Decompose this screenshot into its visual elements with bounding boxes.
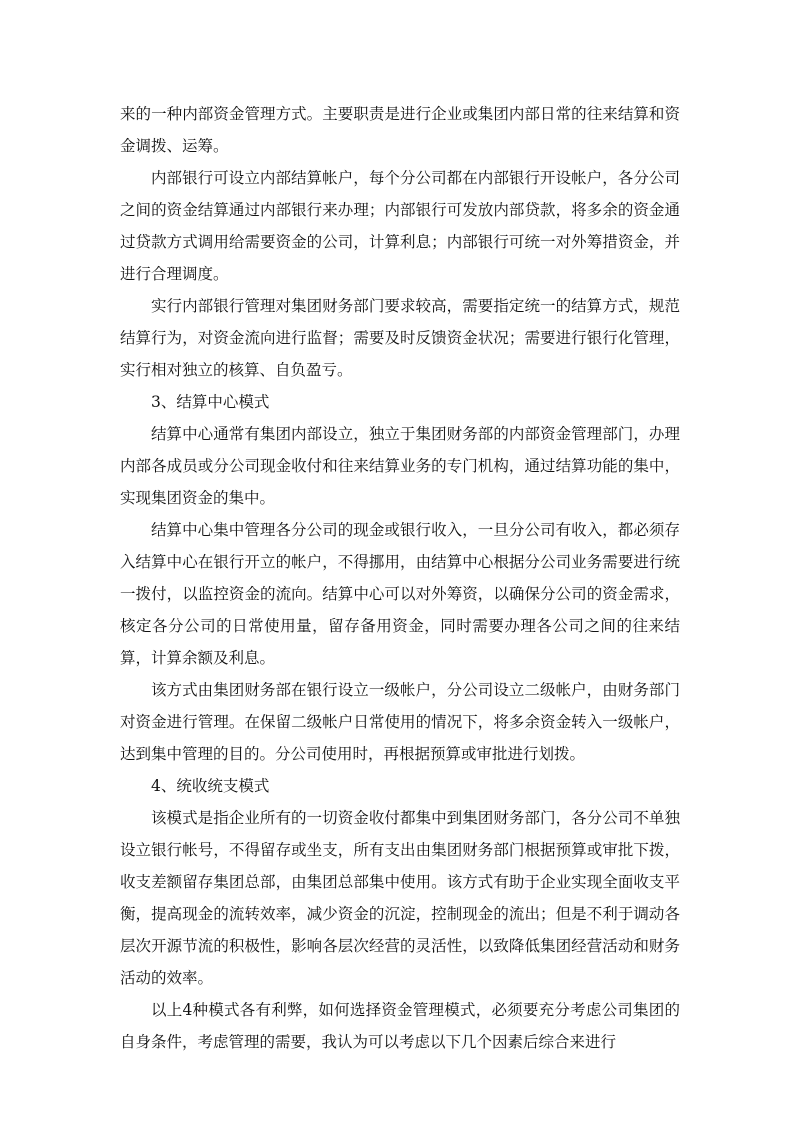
paragraph-4: 结算中心通常有集团内部设立，独立于集团财务部的内部资金管理部门，办理内部各成员或分公司现金收付和往来结算业务的专门机构，通过结算功能的集中，实现集团资金的集中。	[120, 425, 680, 507]
paragraph-1: 来的一种内部资金管理方式。主要职责是进行企业或集团内部日常的往来结算和资金调拨、运筹。	[120, 105, 680, 155]
paragraph-8: 以上4种模式各有利弊，如何选择资金管理模式，必须要充分考虑公司集团的自身条件，考虑管理的需要，我认为可以考虑以下几个因素后综合来进行	[120, 1001, 680, 1051]
paragraph-7: 该模式是指企业所有的一切资金收付都集中到集团财务部门，各分公司不单独设立银行帐号，不得留存或坐支，所有支出由集团财务部门根据预算或审批下拨，收支差额留存集团总部，由集团总部集中使用。该方式有助于企业实现全面收支平衡，提高现金的流转效率，减少资金的沉淀，控制现金的流出；但是不利于调动各层次开源节流的积极性，影响各层次经营的灵活性，以致降低集团经营活动和财务活动的效率。	[120, 809, 680, 987]
document-body	[120, 98, 680, 1058]
paragraph-5: 结算中心集中管理各分公司的现金或银行收入，一旦分公司有收入，都必须存入结算中心在银行开立的帐户，不得挪用，由结算中心根据分公司业务需要进行统一拨付，以监控资金的流向。结算中心可以对外筹资，以确保分公司的资金需求，核定各分公司的日常使用量，留存备用资金，同时需要办理各公司之间的往来结算，计算余额及利息。	[120, 521, 680, 667]
paragraph-2: 内部银行可设立内部结算帐户，每个分公司都在内部银行开设帐户，各分公司之间的资金结算通过内部银行来办理；内部银行可发放内部贷款，将多余的资金通过贷款方式调用给需要资金的公司，计算利息；内部银行可统一对外筹措资金，并进行合理调度。	[120, 169, 680, 283]
paragraph-6: 该方式由集团财务部在银行设立一级帐户，分公司设立二级帐户，由财务部门对资金进行管理。在保留二级帐户日常使用的情况下，将多余资金转入一级帐户，达到集中管理的目的。分公司使用时，再根据预算或审批进行划拨。	[120, 681, 680, 763]
section-heading-4: 4、统收统支模式	[151, 777, 270, 795]
section-heading-3: 3、结算中心模式	[151, 393, 270, 411]
paragraph-3: 实行内部银行管理对集团财务部门要求较高，需要指定统一的结算方式，规范结算行为，对资金流向进行监督；需要及时反馈资金状况；需要进行银行化管理，实行相对独立的核算、自负盈亏。	[120, 297, 680, 379]
